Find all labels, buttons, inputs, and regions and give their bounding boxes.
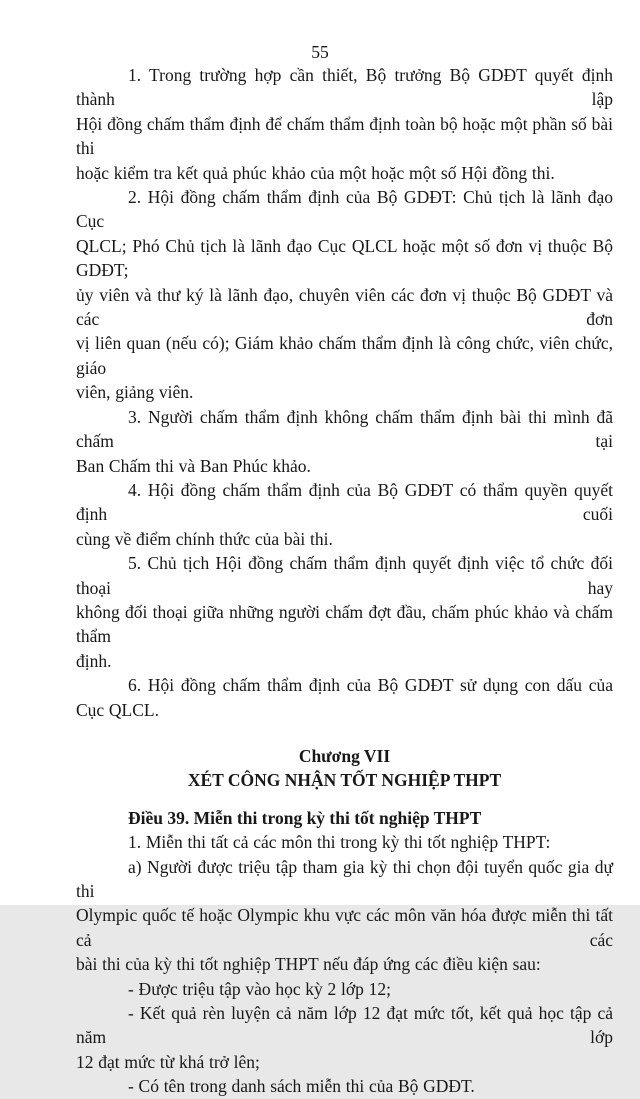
- text-line: 1. Trong trường hợp cần thiết, Bộ trưởng Bộ GDĐT quyết định thành lập: [76, 65, 613, 110]
- list-item: [76, 1074, 613, 1098]
- page-number: 55: [311, 42, 329, 62]
- text-line: 5. Chủ tịch Hội đồng chấm thẩm định quyết định việc tổ chức đối thoại hay: [76, 553, 613, 598]
- paragraph: [76, 478, 613, 551]
- text-line: Ban Chấm thi và Ban Phúc khảo.: [76, 455, 311, 476]
- text-line: a) Người được triệu tập tham gia kỳ thi chọn đội tuyển quốc gia dự thi: [76, 856, 613, 901]
- paragraph: [76, 185, 613, 405]
- chapter-label: Chương VII: [298, 745, 391, 766]
- text-line: ủy viên và thư ký là lãnh đạo, chuyên viên các đơn vị thuộc Bộ GDĐT và các đơn: [76, 284, 613, 330]
- text-line: Olympic quốc tế hoặc Olympic khu vực các môn văn hóa được miễn thi tất cả các: [76, 905, 613, 950]
- text-line: hoặc kiểm tra kết quả phúc khảo của một hoặc một số Hội đồng thi.: [76, 162, 555, 183]
- text-line: vị liên quan (nếu có); Giám khảo chấm thẩm định là công chức, viên chức, giáo: [76, 333, 613, 378]
- text-line: bài thi của kỳ thi tốt nghiệp THPT nếu đáp ứng các điều kiện sau:: [76, 954, 541, 975]
- paragraph: [76, 63, 613, 185]
- page-content: [76, 63, 613, 1099]
- text-line: viên, giảng viên.: [76, 382, 194, 403]
- text-line: không đối thoại giữa những người chấm đợt đầu, chấm phúc khảo và chấm thẩm: [76, 601, 613, 647]
- text-line: Hội đồng chấm thẩm định để chấm thẩm định toàn bộ hoặc một phần số bài thi: [76, 113, 613, 159]
- list-item: [76, 1001, 613, 1074]
- text-line: 4. Hội đồng chấm thẩm định của Bộ GDĐT có thẩm quyền quyết định cuối: [76, 479, 613, 525]
- text-line: QLCL; Phó Chủ tịch là lãnh đạo Cục QLCL hoặc một số đơn vị thuộc Bộ GDĐT;: [76, 235, 613, 281]
- paragraph: [76, 830, 613, 854]
- paragraph: [76, 405, 613, 478]
- text-line: 3. Người chấm thẩm định không chấm thẩm định bài thi mình đã chấm tại: [76, 406, 613, 452]
- paragraph: [76, 855, 613, 977]
- text-line: định.: [76, 650, 112, 671]
- text-line: 2. Hội đồng chấm thẩm định của Bộ GDĐT: Chủ tịch là lãnh đạo Cục: [76, 187, 613, 232]
- text-line: 12 đạt mức từ khá trở lên;: [76, 1051, 260, 1072]
- text-line: - Có tên trong danh sách miễn thi của Bộ GDĐT.: [128, 1076, 475, 1097]
- text-line: Cục QLCL.: [76, 699, 159, 720]
- text-line: 6. Hội đồng chấm thẩm định của Bộ GDĐT sử dụng con dấu của: [128, 675, 613, 696]
- text-line: cùng về điểm chính thức của bài thi.: [76, 528, 333, 549]
- text-line: - Được triệu tập vào học kỳ 2 lớp 12;: [128, 978, 391, 999]
- paragraph: [76, 551, 613, 673]
- text-line: - Kết quả rèn luyện cả năm lớp 12 đạt mức tốt, kết quả học tập cả năm lớp: [76, 1003, 613, 1048]
- list-item: [76, 977, 613, 1001]
- paragraph: [76, 673, 613, 722]
- text-line: 1. Miễn thi tất cả các môn thi trong kỳ thi tốt nghiệp THPT:: [128, 832, 551, 853]
- chapter-title: XÉT CÔNG NHẬN TỐT NGHIỆP THPT: [187, 770, 502, 791]
- article-heading: Điều 39. Miễn thi trong kỳ thi tốt nghiệp THPT: [128, 807, 482, 828]
